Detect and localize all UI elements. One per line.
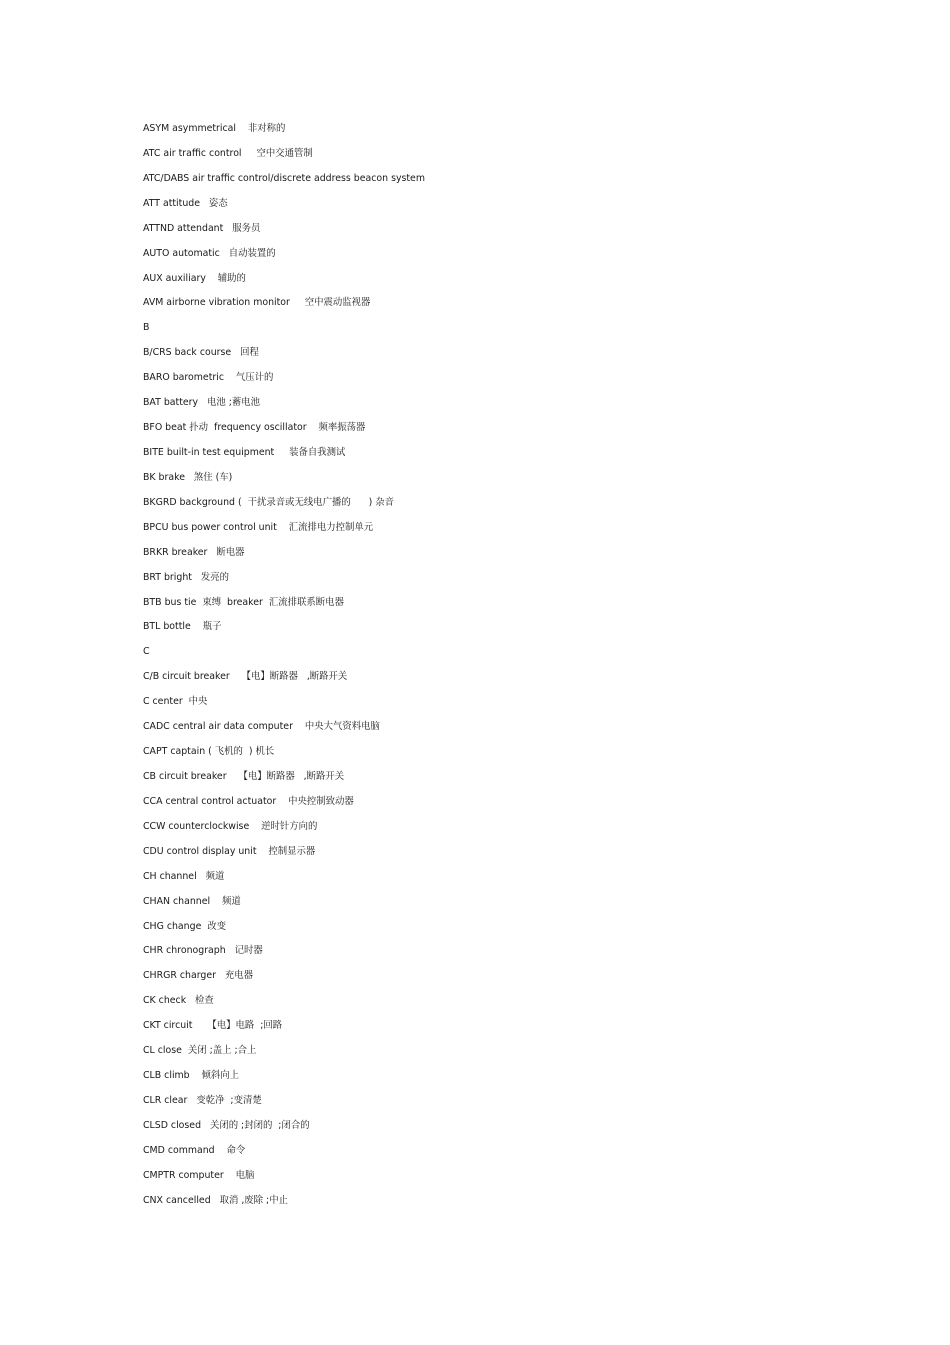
entry-btb: BTB bus tie 束缚 breaker 汇流排联系断电器 (143, 596, 344, 608)
entry-bat: BAT battery 电池 ;蓄电池 (143, 397, 260, 409)
entry-cca: CCA central control actuator 中央控制致动器 (143, 795, 354, 807)
abbreviation-list (143, 121, 843, 1218)
entry-bpcu: BPCU bus power control unit 汇流排电力控制单元 (143, 521, 374, 533)
entry-bfo: BFO beat 扑动 frequency oscillator 频率振荡器 (143, 422, 366, 434)
entry-chg: CHG change 改变 (143, 920, 227, 932)
entry-cl: CL close 关闭 ;盖上 ;合上 (143, 1045, 257, 1057)
entry-btl: BTL bottle 瓶子 (143, 621, 222, 633)
entry-auto: AUTO automatic 自动装置的 (143, 247, 276, 259)
entry-bk: BK brake 煞住 (车) (143, 471, 233, 483)
entry-avm: AVM airborne vibration monitor 空中震动监视器 (143, 297, 371, 309)
entry-att: ATT attitude 姿态 (143, 197, 228, 209)
entry-ckt: CKT circuit 【电】电路 ;回路 (143, 1020, 283, 1032)
entry-atc: ATC air traffic control 空中交通管制 (143, 147, 313, 159)
entry-brkr: BRKR breaker 断电器 (143, 546, 245, 558)
entry-capt: CAPT captain ( 飞机的 ) 机长 (143, 746, 275, 758)
entry-chan: CHAN channel 频道 (143, 895, 241, 907)
entry-bite: BITE built-in test equipment 装备自我测试 (143, 446, 346, 458)
entry-cadc: CADC central air data computer 中央大气资料电脑 (143, 721, 380, 733)
entry-bkgrd: BKGRD background ( 干扰录音或无线电广播的 ) 杂音 (143, 496, 394, 508)
entry-cb: CB circuit breaker 【电】断路器 ,断路开关 (143, 770, 345, 782)
section-heading-c: C (143, 646, 150, 658)
entry-attnd: ATTND attendant 服务员 (143, 222, 261, 234)
entry-aux: AUX auxiliary 辅助的 (143, 272, 246, 284)
entry-cdu: CDU control display unit 控制显示器 (143, 845, 316, 857)
entry-atc-dabs: ATC/DABS air traffic control/discrete address beacon system (143, 172, 425, 184)
entry-chrgr: CHRGR charger 充电器 (143, 970, 254, 982)
entry-cmptr: CMPTR computer 电脑 (143, 1169, 255, 1181)
entry-ccw: CCW counterclockwise 逆时针方向的 (143, 820, 318, 832)
entry-cnx: CNX cancelled 取消 ,废除 ;中止 (143, 1194, 288, 1206)
entry-c-b: C/B circuit breaker 【电】断路器 ,断路开关 (143, 671, 348, 683)
entry-clsd: CLSD closed 关闭的 ;封闭的 ;闭合的 (143, 1119, 310, 1131)
entry-ch: CH channel 频道 (143, 870, 225, 882)
entry-c: C center 中央 (143, 696, 208, 708)
entry-b-crs: B/CRS back course 回程 (143, 347, 259, 359)
entry-clb: CLB climb 倾斜向上 (143, 1070, 240, 1082)
entry-brt: BRT bright 发亮的 (143, 571, 230, 583)
entry-asym: ASYM asymmetrical 非对称的 (143, 123, 286, 134)
section-heading-b: B (143, 322, 150, 334)
entry-ck: CK check 检查 (143, 995, 214, 1007)
entry-chr: CHR chronograph 记时器 (143, 945, 263, 957)
entry-baro: BARO barometric 气压计的 (143, 372, 274, 384)
entry-clr: CLR clear 变乾净 ;变清楚 (143, 1094, 262, 1106)
entry-cmd: CMD command 命令 (143, 1144, 246, 1156)
